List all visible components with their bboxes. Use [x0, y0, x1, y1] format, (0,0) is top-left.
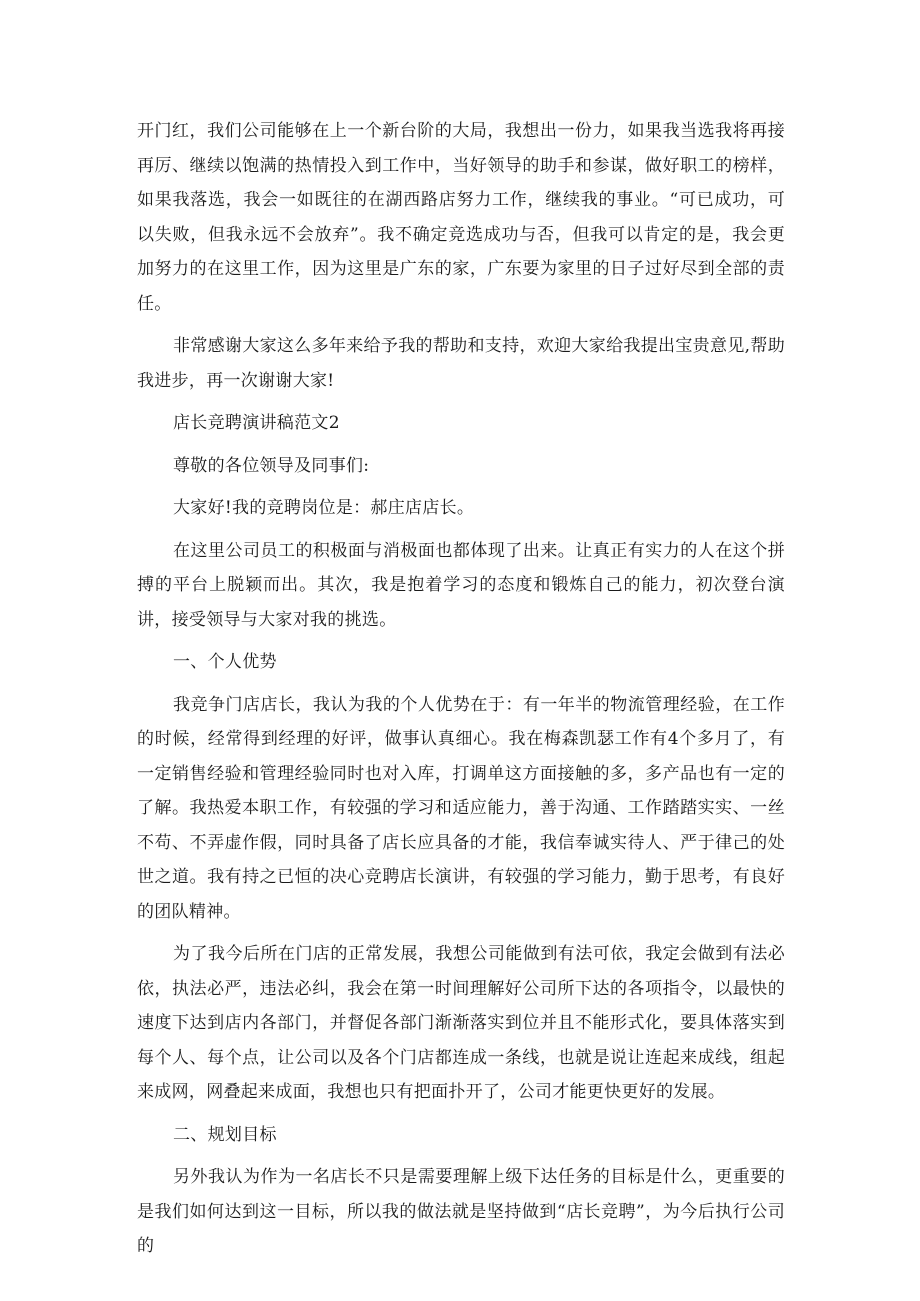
- paragraph-goals: 另外我认为作为一名店长不只是需要理解上级下达任务的目标是什么，更重要的是我们如何达到这一目标，所以我的做法就是坚持做到“店长竞聘”，为今后执行公司的: [137, 1167, 785, 1256]
- document-body: [137, 114, 785, 1272]
- paragraph-development: 为了我今后所在门店的正常发展，我想公司能做到有法可依，我定会做到有法必依，执法必严，违法必纠，我会在第一时间理解好公司所下达的各项指令，以最快的速度下达到店内各部门，并督促各部门渐渐落实到位并且不能形式化，要具体落实到每个人、每个点，让公司以及各个门店都连成一条线，也就是说让连起来成线，组起来成网，网叠起来成面，我想也只有把面扑开了，公司才能更快更好的发展。: [137, 944, 785, 1102]
- paragraph-advantages: 我竞争门店店长，我认为我的个人优势在于：有一年半的物流管理经验，在工作的时候，经常得到经理的好评，做事认真细心。我在梅森凯瑟工作有4个多月了，有一定销售经验和管理经验同时也对入库，打调单这方面接触的多，多产品也有一定的了解。我热爱本职工作，有较强的学习和适应能力，善于沟通、工作踏踏实实、一丝不苟、不弄虚作假，同时具备了店长应具备的才能，我信奉诚实待人、严于律己的处世之道。我有持之已恒的决心竞聘店长演讲，有较强的学习能力，勤于思考，有良好的团队精神。: [137, 694, 785, 922]
- section-heading-personal-advantages: 一、个人优势: [173, 652, 277, 672]
- section-heading-planning-goals: 二、规划目标: [173, 1124, 277, 1145]
- paragraph-intro: 在这里公司员工的积极面与消极面也都体现了出来。让真正有实力的人在这个拼搏的平台上脱颖而出。其次，我是抱着学习的态度和锻炼自己的能力，初次登台演讲，接受领导与大家对我的挑选。: [137, 540, 785, 630]
- paragraph-thanks: 非常感谢大家这么多年来给予我的帮助和支持，欢迎大家给我提出宝贵意见,帮助我进步，再一次谢谢大家!: [137, 336, 785, 391]
- section-title-sample-2: 店长竞聘演讲稿范文2: [173, 413, 340, 433]
- paragraph-continuation: 开门红，我们公司能够在上一个新台阶的大局，我想出一份力，如果我当选我将再接再厉、继续以饱满的热情投入到工作中，当好领导的助手和参谋，做好职工的榜样，如果我落选，我会一如既往的在湖西路店努力工作，继续我的事业。“可已成功，可以失败，但我永远不会放弃”。我不确定竞选成功与否，但我可以肯定的是，我会更加努力的在这里工作，因为这里是广东的家，广东要为家里的日子过好尽到全部的责任。: [137, 121, 785, 314]
- salutation: 尊敬的各位领导及同事们:: [173, 455, 370, 476]
- greeting: 大家好!我的竞聘岗位是：郝庄店店长。: [173, 498, 475, 518]
